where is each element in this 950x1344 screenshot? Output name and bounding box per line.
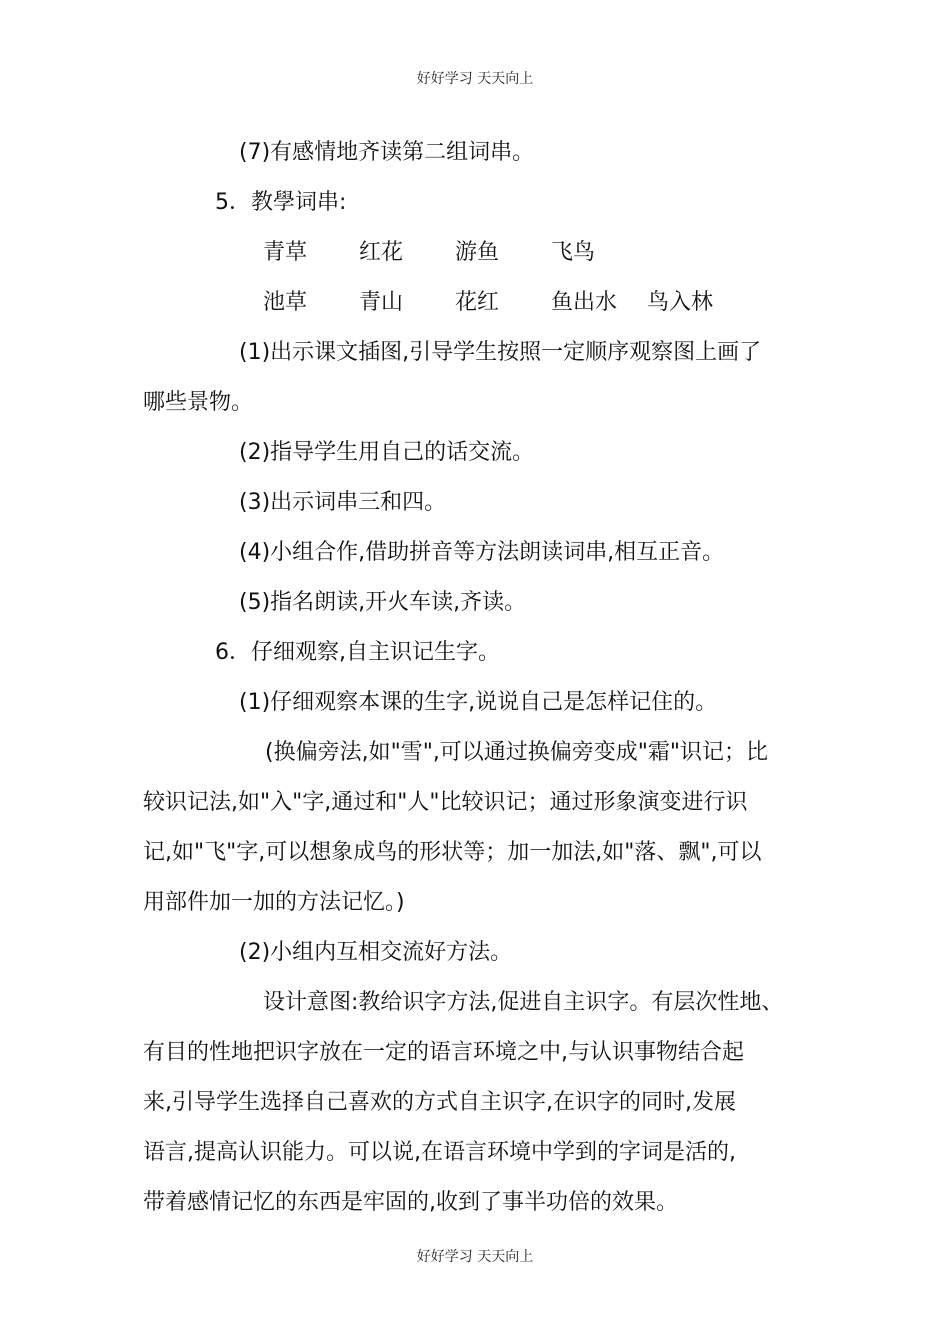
design-intent-paragraph: 设计意图:教给识字方法,促进自主识字。有层次性地、 bbox=[263, 990, 784, 1015]
word: 红花 bbox=[359, 240, 404, 265]
paragraph: (3)出示词串三和四。 bbox=[239, 490, 447, 515]
paragraph-continuation: 记,如"飞"字,可以想象成鸟的形状等；加一加法,如"落、飘",可以 bbox=[143, 840, 762, 865]
paragraph: (2)小组内互相交流好方法。 bbox=[239, 940, 513, 965]
word: 鸟入林 bbox=[647, 290, 714, 315]
paragraph: (5)指名朗读,开火车读,齐读。 bbox=[239, 590, 527, 615]
paragraph-continuation: 带着感情记忆的东西是牢固的,收到了事半功倍的效果。 bbox=[143, 1190, 678, 1215]
paragraph: (2)指导学生用自己的话交流。 bbox=[239, 440, 535, 465]
paragraph-continuation: 语言,提高认识能力。可以说,在语言环境中学到的字词是活的, bbox=[143, 1140, 736, 1165]
word: 鱼出水 bbox=[551, 290, 618, 315]
paragraph: (1)仔细观察本课的生字,说说自己是怎样记住的。 bbox=[239, 690, 718, 715]
paragraph: (7)有感情地齐读第二组词串。 bbox=[239, 140, 535, 165]
paragraph: (1)出示课文插图,引导学生按照一定顺序观察图上画了 bbox=[239, 340, 762, 365]
paragraph-continuation: 较识记法,如"入"字,通过和"人"比较识记；通过形象演变进行识 bbox=[143, 790, 748, 815]
paragraph-continuation: 来,引导学生选择自己喜欢的方式自主识字,在识字的同时,发展 bbox=[143, 1090, 736, 1115]
paragraph: (换偏旁法,如"雪",可以通过换偏旁变成"霜"识记；比 bbox=[265, 740, 769, 765]
paragraph-continuation: 用部件加一加的方法记忆。) bbox=[143, 890, 405, 915]
document-body bbox=[143, 128, 815, 1228]
page-header: 好好学习 天天向上 bbox=[416, 71, 534, 87]
paragraph-continuation: 有目的性地把识字放在一定的语言环境之中,与认识事物结合起 bbox=[143, 1040, 744, 1065]
section-heading: 6．仔细观察,自主识记生字。 bbox=[215, 640, 500, 665]
section-heading: 5．教學词串: bbox=[215, 190, 347, 215]
paragraph: (4)小组合作,借助拼音等方法朗读词串,相互正音。 bbox=[239, 540, 725, 565]
word: 花红 bbox=[455, 290, 500, 315]
page-footer: 好好学习 天天向上 bbox=[416, 1249, 534, 1265]
word: 青山 bbox=[359, 290, 404, 315]
paragraph-continuation: 哪些景物。 bbox=[143, 390, 254, 415]
word: 游鱼 bbox=[455, 240, 500, 265]
word-row-2 bbox=[143, 278, 815, 328]
word-row-1 bbox=[143, 228, 815, 278]
word: 青草 bbox=[263, 240, 308, 265]
word: 飞鸟 bbox=[551, 240, 596, 265]
word: 池草 bbox=[263, 290, 308, 315]
